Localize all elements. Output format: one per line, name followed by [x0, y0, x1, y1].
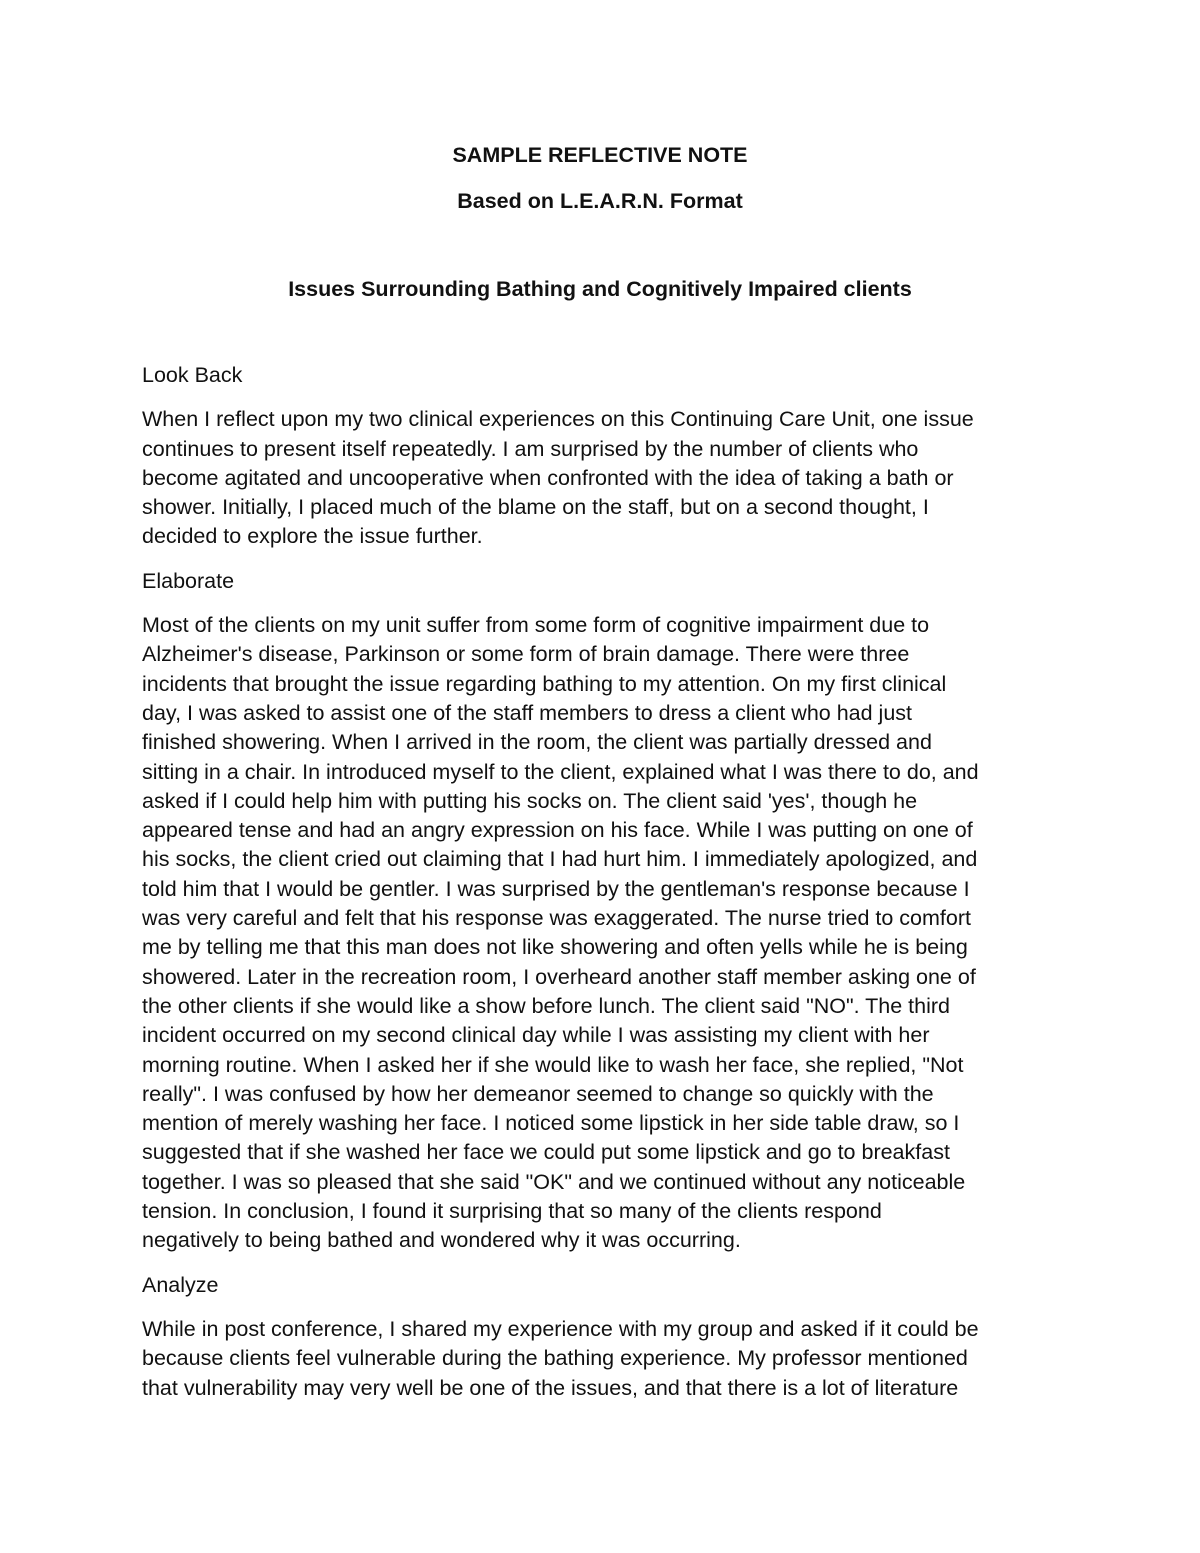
text-line: really". I was confused by how her demeanor seemed to change so quickly with the	[142, 1081, 934, 1106]
text-line: together. I was so pleased that she said "OK" and we continued without any noticeable	[142, 1169, 966, 1194]
section-heading-analyze: Analyze	[142, 1272, 219, 1297]
text-line: his socks, the client cried out claiming that I had hurt him. I immediately apologized, and	[142, 847, 978, 872]
text-line: negatively to being bathed and wondered why it was occurring.	[142, 1228, 741, 1253]
text-line: incidents that brought the issue regarding bathing to my attention. On my first clinical	[142, 671, 947, 696]
document-body	[142, 361, 1062, 1418]
text-line: decided to explore the issue further.	[142, 524, 483, 549]
text-line: sitting in a chair. In introduced myself to the client, explained what I was there to do, and	[142, 759, 979, 784]
text-line: tension. In conclusion, I found it surprising that so many of the clients respond	[142, 1199, 882, 1224]
text-line: shower. Initially, I placed much of the blame on the staff, but on a second thought, I	[142, 495, 929, 520]
text-line: incident occurred on my second clinical day while I was assisting my client with her	[142, 1023, 930, 1048]
text-line: Most of the clients on my unit suffer from some form of cognitive impairment due to	[142, 613, 930, 638]
document-title: SAMPLE REFLECTIVE NOTE	[452, 143, 748, 167]
text-line: When I reflect upon my two clinical experiences on this Continuing Care Unit, one issue	[142, 407, 974, 432]
text-line: finished showering. When I arrived in the room, the client was partially dressed and	[142, 730, 932, 755]
text-line: that vulnerability may very well be one of the issues, and that there is a lot of literature	[142, 1375, 959, 1400]
text-line: showered. Later in the recreation room, I overheard another staff member asking one of	[142, 964, 976, 989]
text-line: suggested that if she washed her face we could put some lipstick and go to breakfast	[142, 1140, 950, 1165]
text-line: because clients feel vulnerable during the bathing experience. My professor mentioned	[142, 1346, 968, 1371]
text-line: day, I was asked to assist one of the staff members to dress a client who had just	[142, 700, 913, 725]
text-line: continues to present itself repeatedly. I am surprised by the number of clients who	[142, 436, 919, 461]
section-heading-elaborate: Elaborate	[142, 568, 235, 593]
text-line: asked if I could help him with putting his socks on. The client said 'yes', though he	[142, 788, 918, 813]
document-subtitle: Based on L.E.A.R.N. Format	[457, 189, 743, 213]
text-line: mention of merely washing her face. I noticed some lipstick in her side table draw, so I	[142, 1111, 960, 1136]
text-line: me by telling me that this man does not like showering and often yells while he is being	[142, 935, 968, 960]
text-line: While in post conference, I shared my experience with my group and asked if it could be	[142, 1316, 979, 1341]
text-line: morning routine. When I asked her if she would like to wash her face, she replied, "Not	[142, 1052, 964, 1077]
text-line: become agitated and uncooperative when confronted with the idea of taking a bath or	[142, 465, 954, 490]
text-line: told him that I would be gentler. I was surprised by the gentleman's response because I	[142, 876, 970, 901]
section-heading-look-back: Look Back	[142, 363, 243, 387]
text-line: Alzheimer's disease, Parkinson or some form of brain damage. There were three	[142, 642, 910, 667]
paragraph-elaborate	[142, 611, 1062, 1256]
text-line: the other clients if she would like a show before lunch. The client said "NO". The third	[142, 993, 951, 1018]
paragraph-look-back	[142, 405, 1062, 551]
text-line: was very careful and felt that his response was exaggerated. The nurse tried to comfort	[142, 906, 971, 931]
document-topic: Issues Surrounding Bathing and Cognitively Impaired clients	[288, 277, 912, 301]
text-line: appeared tense and had an angry expression on his face. While I was putting on one of	[142, 818, 973, 843]
paragraph-analyze	[142, 1315, 1062, 1403]
